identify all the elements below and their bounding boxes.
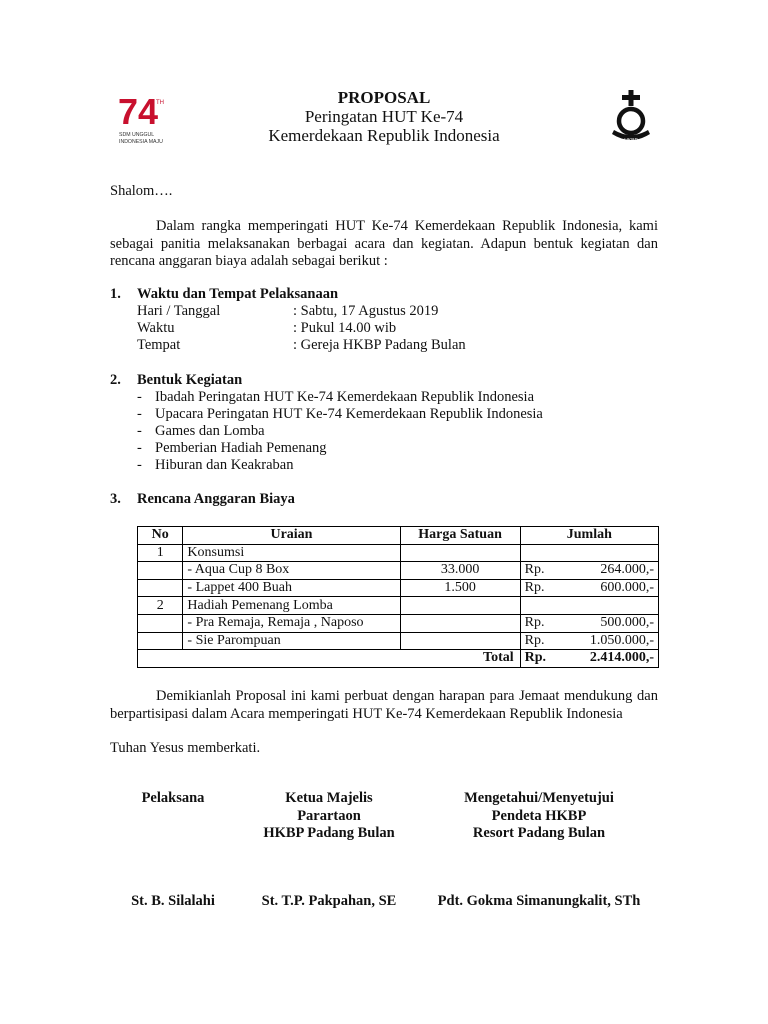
logo-line1-text: SDM UNGGUL [119,132,155,138]
total-currency: Rp. [524,650,547,666]
title-line-2: Peringatan HUT Ke-74 [304,107,464,126]
logo-th-text: TH [156,100,164,106]
cell-jumlah [520,614,658,632]
schedule-label: Tempat [137,337,181,353]
schedule-value: : Sabtu, 17 Agustus 2019 [293,303,439,319]
bullet-dash: - [137,389,142,405]
cell-uraian: Hadiah Pemenang Lomba [183,597,400,615]
table-row [138,632,659,650]
header-jumlah: Jumlah [520,527,658,545]
table-row [138,544,659,562]
cell-jumlah [520,544,658,562]
cell-no [138,632,183,650]
activity-text: Hiburan dan Keakraban [155,457,294,473]
schedule-label: Waktu [137,320,175,336]
cell-jumlah [520,632,658,650]
cell-harga: 33.000 [400,562,520,580]
budget-table [137,526,659,668]
currency: Rp. [524,632,545,648]
role-line: HKBP Padang Bulan [263,825,395,841]
signature-middle-role [236,790,422,843]
activity-item [137,389,534,406]
cell-jumlah [520,579,658,597]
total-jumlah [520,650,658,668]
section-3-number: 3. [110,491,121,507]
header-uraian: Uraian [183,527,400,545]
schedule-value: : Gereja HKBP Padang Bulan [293,337,466,353]
section-2-number: 2. [110,372,121,388]
section-3-title: Rencana Anggaran Biaya [137,491,295,507]
role-line: Resort Padang Bulan [472,825,606,841]
cell-harga [400,614,520,632]
role-line: Mengetahui/Menyetujui [464,790,614,806]
cell-uraian: Konsumsi [183,544,400,562]
role-line: Parartaon [297,807,361,824]
amount: 600.000,- [600,580,654,596]
schedule-label: Hari / Tanggal [137,303,221,319]
currency: Rp. [524,562,545,578]
signature-right-name: Pdt. Gokma Simanungkalit, STh [437,893,641,909]
table-row [138,597,659,615]
role-line: Pendeta HKBP [491,807,587,824]
greeting: Shalom…. [110,183,173,199]
blessing-text: Tuhan Yesus memberkati. [110,740,261,756]
cell-no: 1 [138,544,183,562]
table-row [138,579,659,597]
bullet-dash: - [137,440,142,456]
total-label: Total [138,650,521,668]
cell-uraian: - Aqua Cup 8 Box [183,562,400,580]
title-line-3: Kemerdekaan Republik Indonesia [268,126,500,145]
hkbp-logo-text: HKBP [624,138,638,144]
currency: Rp. [524,580,545,596]
amount: 1.050.000,- [589,632,654,648]
cell-harga [400,544,520,562]
cell-jumlah [520,562,658,580]
signature-left-name: St. B. Silalahi [131,893,215,909]
role-line: Ketua Majelis [285,790,373,806]
section-1-title: Waktu dan Tempat Pelaksanaan [137,286,339,302]
schedule-row-date [137,303,438,320]
cell-jumlah [520,597,658,615]
total-amount: 2.414.000,- [589,650,654,666]
section-1-number: 1. [110,286,121,302]
role-line: Pelaksana [141,790,205,806]
activity-text: Upacara Peringatan HUT Ke-74 Kemerdekaan Republik Indonesia [155,406,543,422]
activity-item [137,457,294,474]
currency: Rp. [524,615,545,631]
bullet-dash: - [137,406,142,422]
cell-no [138,614,183,632]
activity-text: Pemberian Hadiah Pemenang [155,440,327,456]
signature-right-role [428,790,650,843]
activity-text: Ibadah Peringatan HUT Ke-74 Kemerdekaan Republik Indonesia [155,389,535,405]
table-row [138,614,659,632]
cell-harga [400,632,520,650]
schedule-value: : Pukul 14.00 wib [293,320,397,336]
table-row [138,562,659,580]
closing-paragraph: Demikianlah Proposal ini kami perbuat dengan harapan para Jemaat mendukung dan berpartisipasi dalam Acara memperingati HUT Ke-74 Kemerdekaan Republik Indonesia [110,688,658,722]
logo-line2-text: INDONESIA MAJU [119,139,163,145]
cell-no [138,579,183,597]
bullet-dash: - [137,457,142,473]
cell-harga: 1.500 [400,579,520,597]
cell-harga [400,597,520,615]
activity-text: Games dan Lomba [155,423,265,439]
title-line-1: PROPOSAL [337,88,431,107]
activity-item [137,406,543,423]
signature-middle-name: St. T.P. Pakpahan, SE [261,893,397,909]
intro-paragraph: Dalam rangka memperingati HUT Ke-74 Kemerdekaan Republik Indonesia, kami sebagai panitia melaksanakan berbagai acara dan kegiatan. Adapun bentuk kegiatan dan rencana anggaran biaya adalah sebagai berikut : [110,218,658,269]
signature-left-role [118,790,228,808]
table-total-row [138,650,659,668]
document-title [0,88,768,145]
cell-uraian: - Pra Remaja, Remaja , Naposo [183,614,400,632]
activity-item [137,440,327,457]
table-header-row [138,527,659,545]
section-2-title: Bentuk Kegiatan [137,372,243,388]
logo-74-text: 74 [118,91,159,132]
bullet-dash: - [137,423,142,439]
cell-uraian: - Lappet 400 Buah [183,579,400,597]
schedule-row-place [137,337,466,354]
header-no: No [138,527,183,545]
cell-no: 2 [138,597,183,615]
cell-no [138,562,183,580]
activity-item [137,423,265,440]
amount: 500.000,- [600,615,654,631]
schedule-row-time [137,320,396,337]
cell-uraian: - Sie Parompuan [183,632,400,650]
header-harga-satuan: Harga Satuan [400,527,520,545]
amount: 264.000,- [600,562,654,578]
